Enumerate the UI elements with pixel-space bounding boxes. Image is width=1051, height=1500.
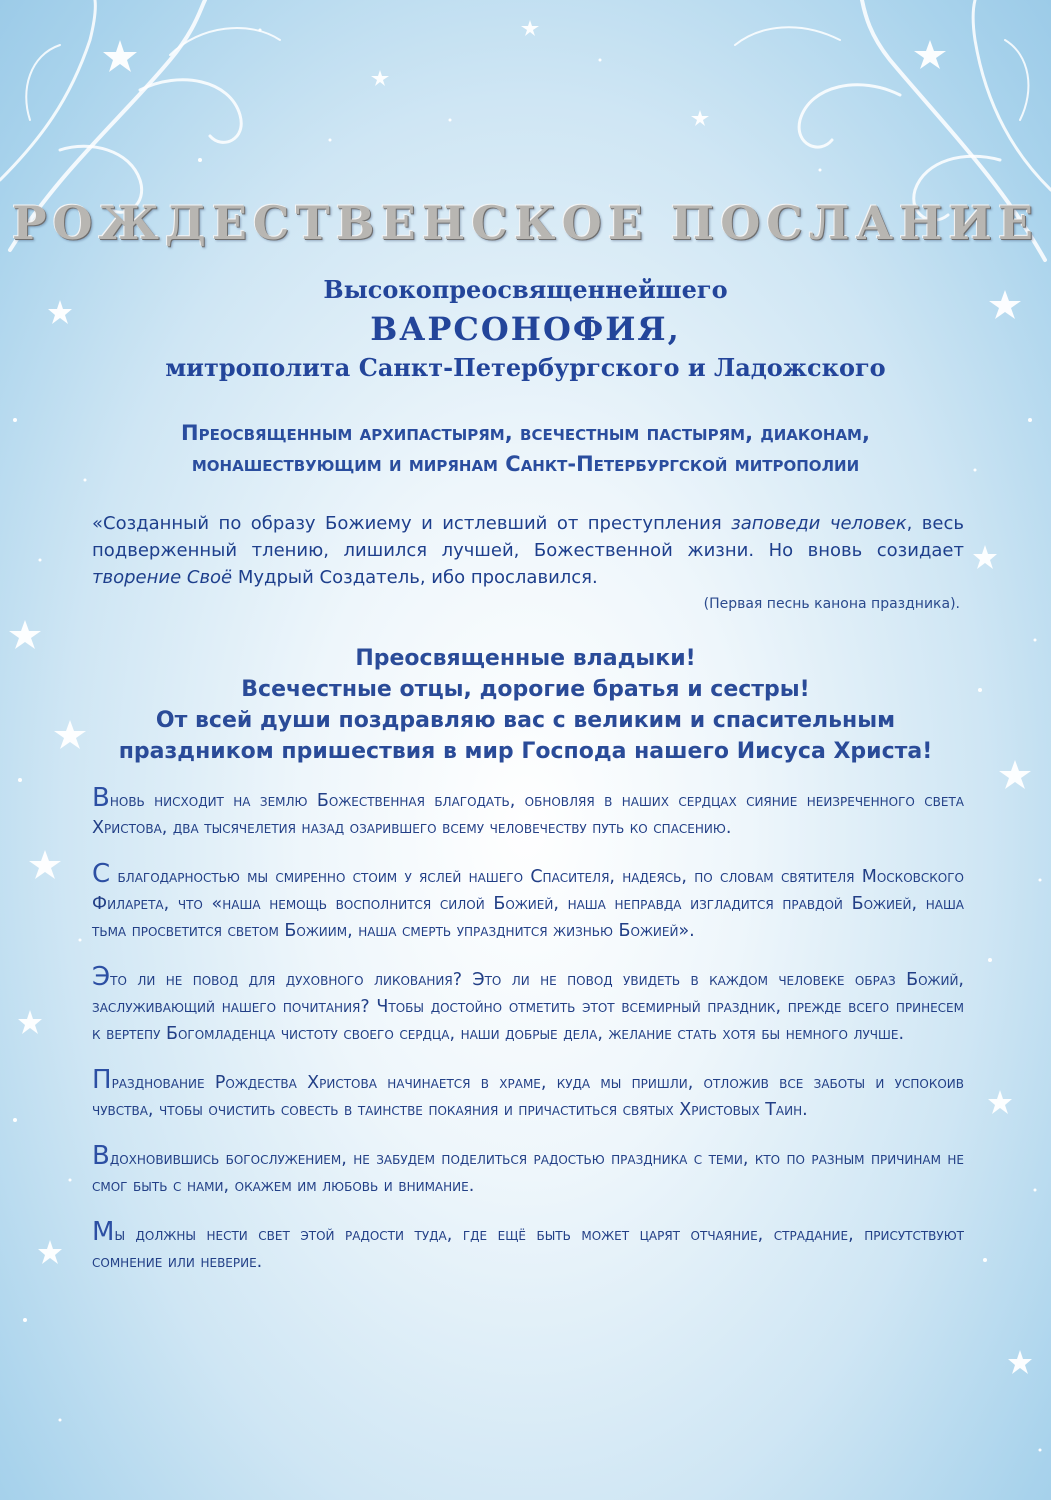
body-paragraph: Празднование Рождества Христова начинается в храме, куда мы пришли, отложив все заботы и успокоив чувства, чтобы очистить совесть в таинстве покаяния и причаститься святых Христовых Таин. xyxy=(92,1065,964,1120)
greeting-line: Преосвященные владыки! xyxy=(355,646,696,671)
quote-text: «Созданный по образу Божиему и истлевший от преступления xyxy=(92,513,732,534)
quote-emphasis: заповеди человек xyxy=(731,513,907,534)
subtitle-rank: Высокопреосвященнейшего xyxy=(323,275,728,304)
greeting-line: От всей души поздравляю вас с великим и спасительным xyxy=(155,708,896,733)
body-paragraph: С благодарностью мы смиренно стоим у яслей нашего Спасителя, надеясь, по словам святителя Московского Филарета, что «наша немощь восполнится силой Божией, наша неправда изгладится правдой Божией, наша тьма просветится светом Божиим, наша смерть упразднится жизнью Божией». xyxy=(92,859,964,941)
address-line: монашествующим и мирянам Санкт-Петербургской митрополии xyxy=(191,452,860,476)
body-paragraph: Вновь нисходит на землю Божественная благодать, обновляя в наших сердцах сияние неизреченного света Христова, два тысячелетия назад озарившего всему человечеству путь ко спасению. xyxy=(92,783,964,838)
quote-text: , весь подверженный тлению, лишился лучшей, Божественной жизни. Но вновь созидает xyxy=(92,513,964,561)
letter-body xyxy=(92,785,964,1295)
greeting-block xyxy=(60,643,991,767)
greeting-line: Всечестные отцы, дорогие братья и сестры! xyxy=(241,677,810,702)
address-block xyxy=(60,418,991,480)
subtitle-name: ВАРСОНОФИЯ, xyxy=(370,310,681,348)
canon-quote xyxy=(92,510,964,591)
body-paragraph: Вдохновившись богослужением, не забудем поделиться радостью праздника с теми, кто по разным причинам не смог быть с нами, окажем им любовь и внимание. xyxy=(92,1141,964,1196)
greeting-line: праздником пришествия в мир Господа нашего Иисуса Христа! xyxy=(118,739,933,764)
body-paragraph: Это ли не повод для духовного ликования? Это ли не повод увидеть в каждом человеке образ Божий, заслуживающий нашего почитания? Чтобы достойно отметить этот всемирный праздник, прежде всего принесем к вертепу Богомладенца чистоту своего сердца, наши добрые дела, желание стать хотя бы немного лучше. xyxy=(92,962,964,1044)
body-paragraph: Мы должны нести свет этой радости туда, где ещё быть может царят отчаяние, страдание, присутствуют сомнение или неверие. xyxy=(92,1217,964,1272)
quote-emphasis: творение Своё xyxy=(92,567,233,588)
quote-text: Мудрый Создатель, ибо прославился. xyxy=(232,567,598,588)
address-line: Преосвященным архипастырям, всечестным пастырям, диаконам, xyxy=(181,421,870,445)
subtitle-title: митрополита Санкт-Петербургского и Ладожского xyxy=(165,353,886,382)
page-title: РОЖДЕСТВЕНСКОЕ ПОСЛАНИЕ xyxy=(11,196,1040,250)
quote-source: (Первая песнь канона праздника). xyxy=(703,596,960,612)
